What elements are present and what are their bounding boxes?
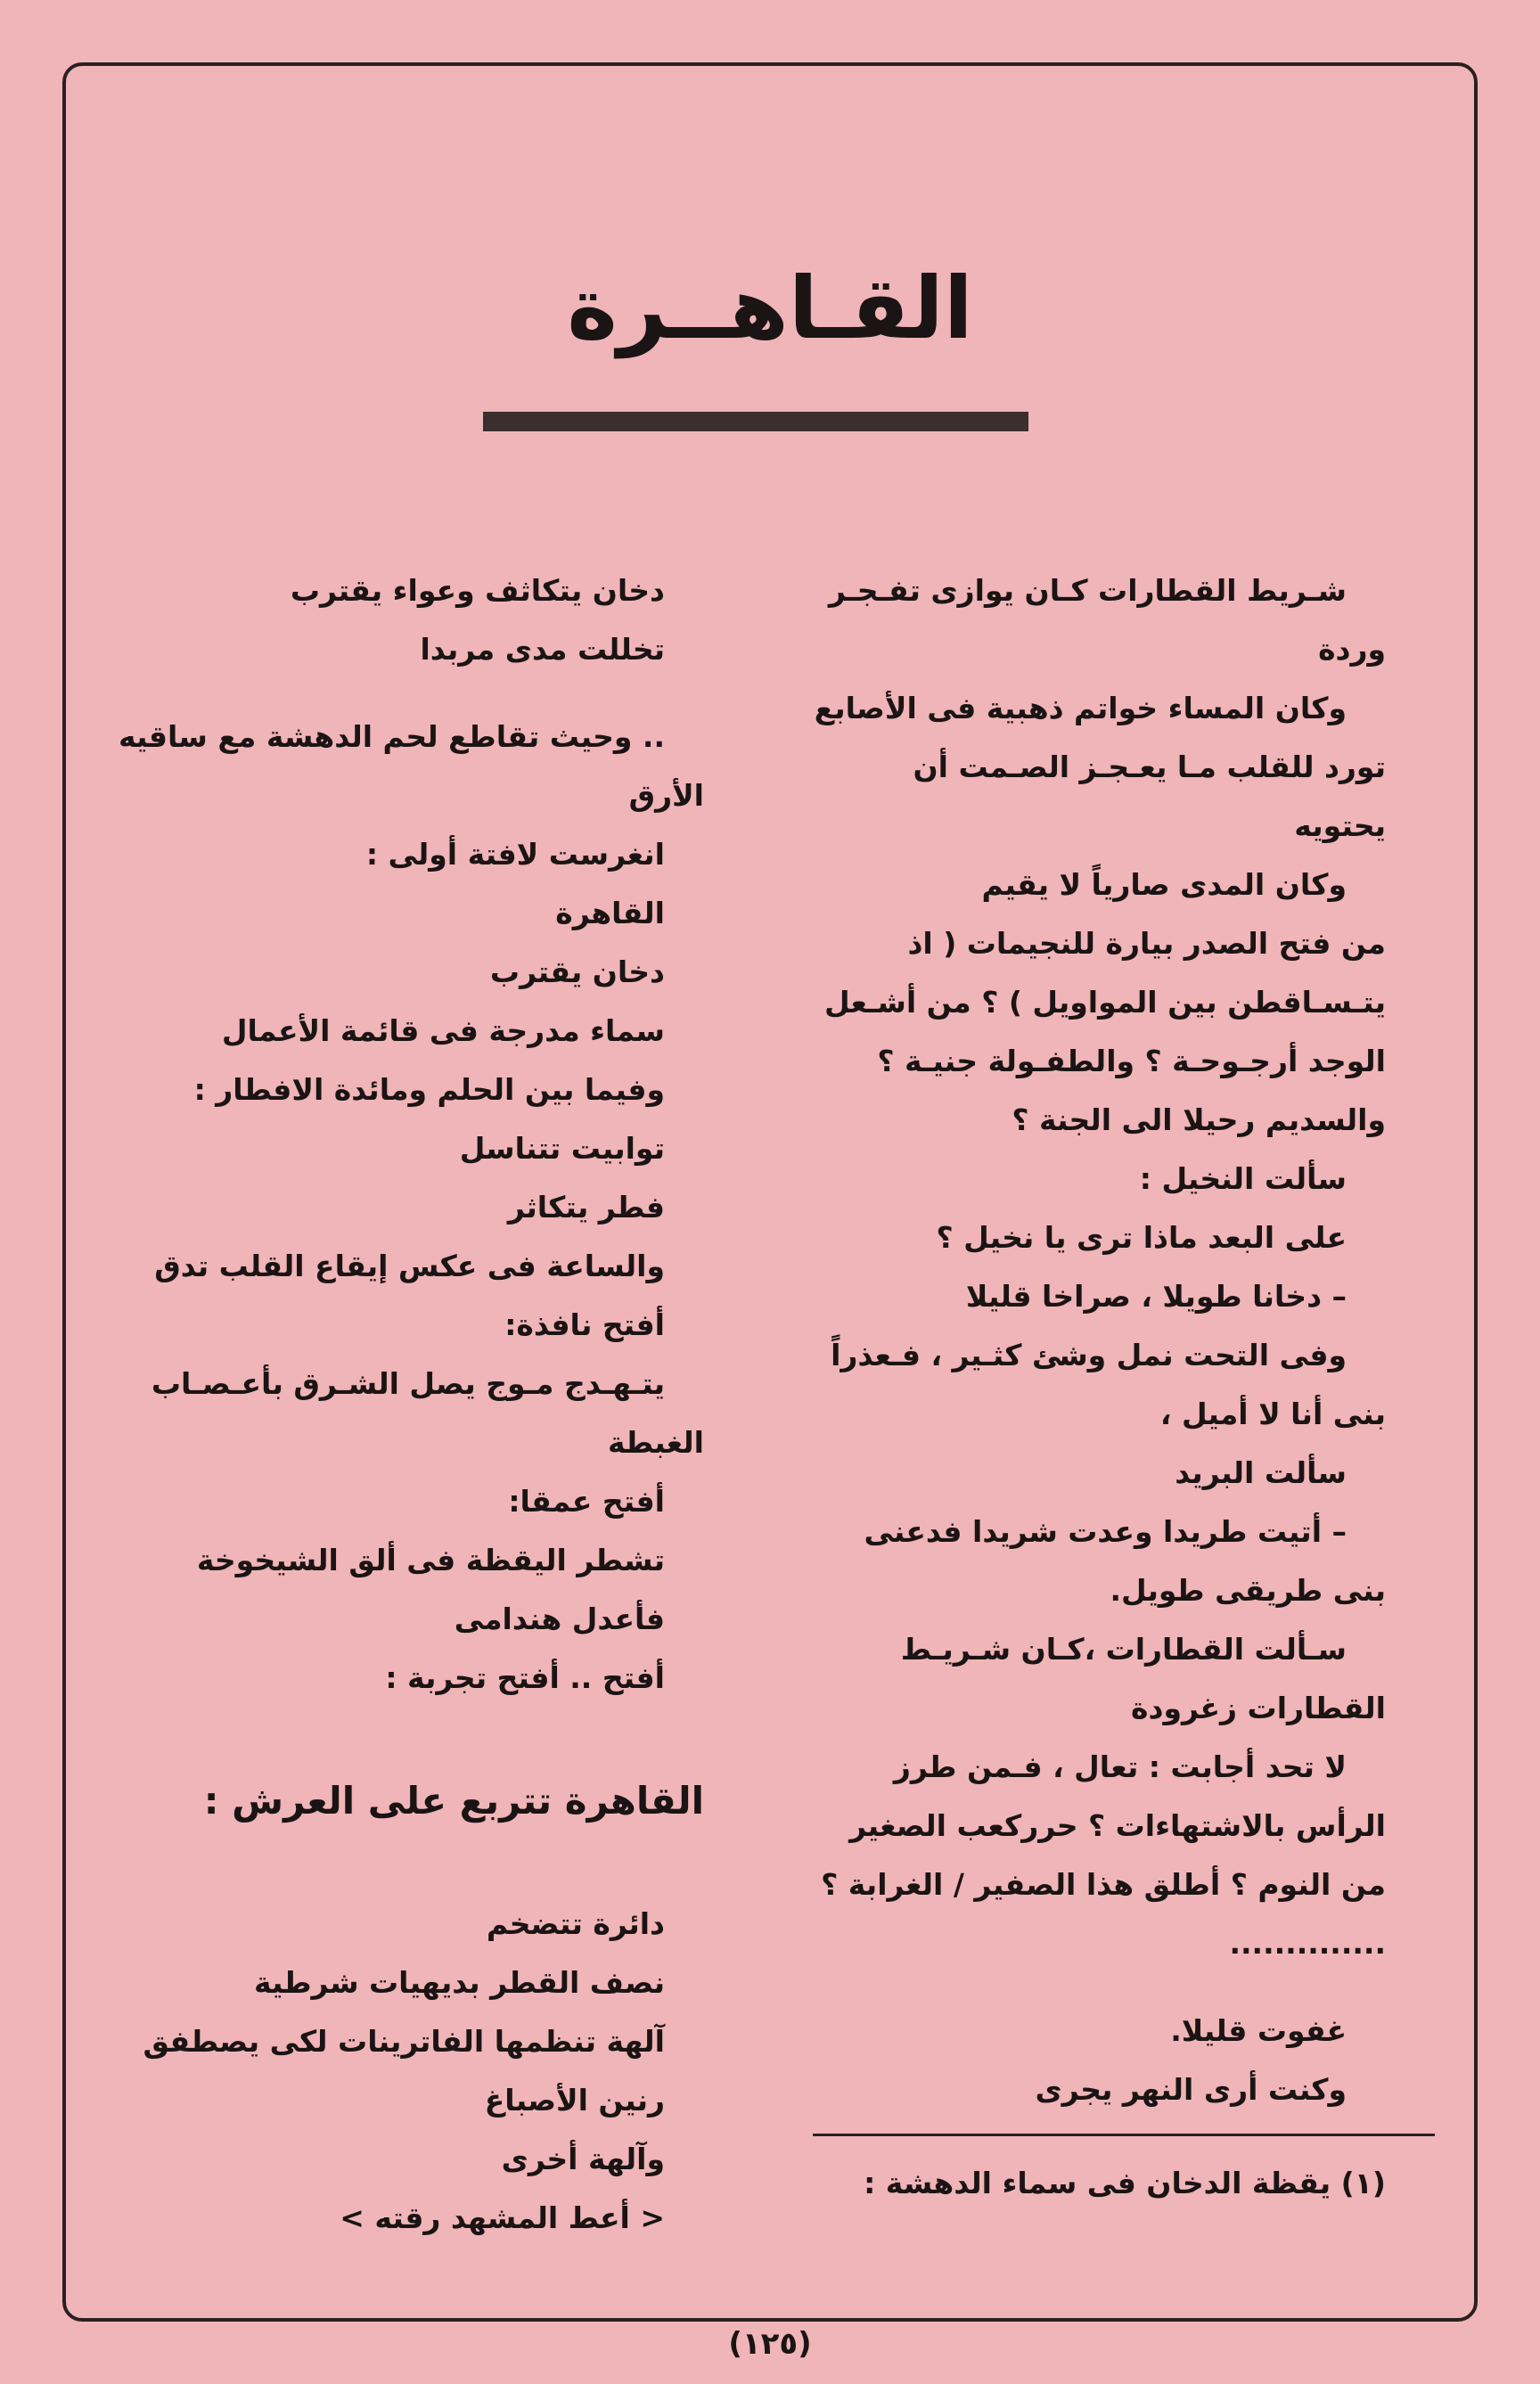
text-line: غفوت قليلا. bbox=[1170, 2013, 1347, 2048]
left-column-part-2 bbox=[111, 1895, 704, 2248]
text-line: سـألت القطارات ،كـان شـريـط bbox=[900, 1632, 1347, 1667]
text-line: القطارات زغرودة bbox=[1131, 1691, 1386, 1725]
footnote-rule bbox=[813, 2134, 1435, 2136]
text-line: .. وحيث تقاطع لحم الدهشة مع ساقيه bbox=[118, 719, 665, 754]
right-column bbox=[807, 561, 1386, 2119]
poem-title: القـاهــرة bbox=[567, 258, 973, 358]
text-line: الوجد أرجـوحـة ؟ والطفـولة جنيـة ؟ bbox=[877, 1044, 1386, 1078]
text-line: والسديم رحيلا الى الجنة ؟ bbox=[1012, 1102, 1386, 1137]
text-line: انغرست لافتة أولى : bbox=[365, 837, 665, 872]
text-line: دائرة تتضخم bbox=[486, 1906, 665, 1941]
text-line: لا تحد أجابت : تعال ، فـمن طرز bbox=[893, 1749, 1347, 1784]
text-line: سألت النخيل : bbox=[1139, 1161, 1347, 1196]
title-underline bbox=[483, 412, 1028, 431]
text-line: وآلهة أخرى bbox=[501, 2142, 665, 2176]
text-line: وفيما بين الحلم ومائدة الافطار : bbox=[193, 1072, 665, 1107]
text-line: الرأس بالاشتهاءات ؟ حرركعب الصغير bbox=[849, 1808, 1386, 1843]
text-line: وكنت أرى النهر يجرى bbox=[1035, 2072, 1347, 2107]
text-line: أفتح عمقا: bbox=[508, 1484, 665, 1519]
left-column bbox=[111, 561, 704, 2248]
text-line: دخان يتكاثف وعواء يقترب bbox=[290, 573, 665, 608]
page-number: (١٢٥) bbox=[728, 2326, 812, 2362]
text-line: الأرق bbox=[628, 778, 704, 813]
text-line: أفتح .. أفتح تجربة : bbox=[385, 1660, 665, 1695]
text-line: آلهة تنظمها الفاترينات لكى يصطفق bbox=[143, 2024, 665, 2059]
text-line: < أعط المشهد رقته > bbox=[340, 2200, 665, 2235]
footnote: (١) يقظة الدخان فى سماء الدهشة : bbox=[864, 2166, 1386, 2200]
text-line: بنى طريقى طويل. bbox=[1110, 1573, 1386, 1608]
text-line: القاهرة bbox=[555, 896, 665, 930]
text-line: تخللت مدى مربدا bbox=[420, 632, 665, 667]
text-line: وكان المدى صارياً لا يقيم bbox=[981, 867, 1347, 902]
text-line: فطر يتكاثر bbox=[507, 1190, 665, 1225]
text-line: توابيت تتناسل bbox=[459, 1131, 665, 1166]
text-line: سماء مدرجة فى قائمة الأعمال bbox=[221, 1013, 665, 1048]
text-line: من فتح الصدر بيارة للنجيمات ( اذ bbox=[907, 926, 1386, 961]
text-line: تشطر اليقظة فى ألق الشيخوخة bbox=[196, 1543, 665, 1577]
text-line: الغبطة bbox=[608, 1425, 704, 1460]
text-line: سألت البريد bbox=[1175, 1455, 1347, 1490]
text-line: نصف القطر بديهيات شرطية bbox=[253, 1965, 665, 2000]
text-line: فأعدل هندامى bbox=[454, 1602, 665, 1636]
text-line: وردة bbox=[1318, 632, 1386, 667]
text-line: من النوم ؟ أطلق هذا الصفير / الغرابة ؟ bbox=[821, 1867, 1386, 1902]
text-line: وفى التحت نمل وشئ كثـير ، فـعذراً bbox=[831, 1338, 1347, 1372]
text-line: – دخانا طويلا ، صراخا قليلا bbox=[965, 1279, 1347, 1314]
text-line: شـريط القطارات كـان يوازى تفـجـر bbox=[828, 573, 1347, 608]
text-line: يتـسـاقطن بين المواويل ) ؟ من أشـعل bbox=[824, 985, 1386, 1020]
text-line: يحتويه bbox=[1294, 808, 1386, 843]
text-line: بنى أنا لا أميل ، bbox=[1159, 1397, 1386, 1431]
text-line: أفتح نافذة: bbox=[504, 1307, 665, 1342]
text-line: على البعد ماذا ترى يا نخيل ؟ bbox=[936, 1220, 1347, 1255]
text-line: .............. bbox=[1229, 1926, 1386, 1961]
text-line: تورد للقلب مـا يعـجـز الصـمت أن bbox=[913, 750, 1386, 784]
section-heading: القاهرة تتربع على العرش : bbox=[203, 1779, 704, 1823]
text-line: يتـهـدج مـوج يصل الشـرق بأعـصـاب bbox=[151, 1366, 665, 1401]
left-column-part-1 bbox=[111, 561, 704, 1708]
text-line: والساعة فى عكس إيقاع القلب تدق bbox=[154, 1249, 665, 1283]
text-line: – أتيت طريدا وعدت شريدا فدعنى bbox=[864, 1514, 1347, 1549]
text-line: وكان المساء خواتم ذهبية فى الأصابع bbox=[814, 691, 1347, 725]
text-line: رنين الأصباغ bbox=[484, 2083, 665, 2118]
text-line: دخان يقترب bbox=[489, 954, 665, 989]
